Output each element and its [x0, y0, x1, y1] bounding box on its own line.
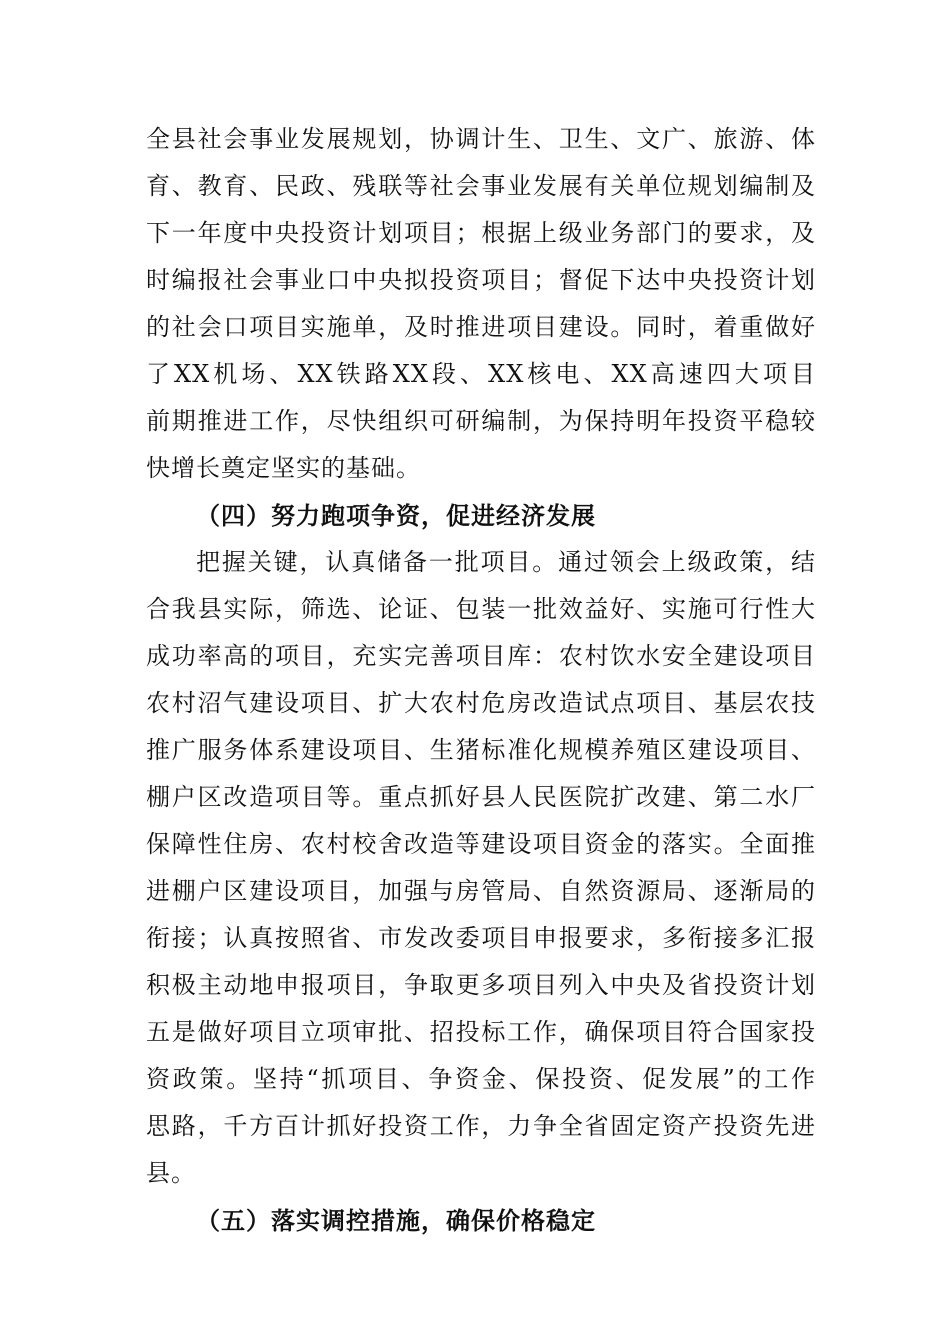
text-line: 育、教育、民政、残联等社会事业发展有关单位规划编制及	[146, 172, 816, 200]
section-heading-4: （四）努力跑项争资，促进经济发展	[196, 501, 596, 530]
text-line: 县。	[146, 1159, 196, 1187]
text-line: 快增长奠定坚实的基础。	[146, 454, 421, 482]
text-line: 全县社会事业发展规划，协调计生、卫生、文广、旅游、体	[146, 125, 816, 153]
text-line: 棚户区改造项目等。重点抓好县人民医院扩改建、第二水厂	[146, 783, 816, 811]
text-line: 积极主动地申报项目，争取更多项目列入中央及省投资计划	[146, 971, 816, 999]
text-line: 进棚户区建设项目，加强与房管局、自然资源局、逐渐局的	[146, 877, 816, 905]
paragraph-1	[146, 116, 816, 492]
text-line: 合我县实际，筛选、论证、包装一批效益好、实施可行性大	[146, 595, 816, 623]
text-line: 农村沼气建设项目、扩大农村危房改造试点项目、基层农技	[146, 689, 816, 717]
paragraph-2	[146, 539, 816, 1197]
text-line: 的社会口项目实施单，及时推进项目建设。同时，着重做好	[146, 313, 816, 341]
text-line: 保障性住房、农村校舍改造等建设项目资金的落实。全面推	[146, 830, 816, 858]
text-line: 推广服务体系建设项目、生猪标准化规模养殖区建设项目、	[146, 736, 816, 764]
text-line: 成功率高的项目，充实完善项目库：农村饮水安全建设项目	[146, 642, 816, 670]
text-line: 资政策。坚持“抓项目、争资金、保投资、促发展”的工作	[146, 1065, 816, 1093]
text-line: 衔接；认真按照省、市发改委项目申报要求，多衔接多汇报	[146, 924, 816, 952]
text-line: 五是做好项目立项审批、招投标工作，确保项目符合国家投	[146, 1018, 816, 1046]
document-body	[146, 116, 816, 1244]
text-line: 下一年度中央投资计划项目；根据上级业务部门的要求，及	[146, 219, 816, 247]
text-line: 前期推进工作，尽快组织可研编制，为保持明年投资平稳较	[146, 407, 816, 435]
text-line: 把握关键，认真储备一批项目。通过领会上级政策，结	[196, 548, 816, 576]
text-line: 了XX机场、XX铁路XX段、XX核电、XX高速四大项目	[146, 360, 816, 388]
text-line: 时编报社会事业口中央拟投资项目；督促下达中央投资计划	[146, 266, 816, 294]
text-line: 思路，千方百计抓好投资工作，力争全省固定资产投资先进	[146, 1112, 816, 1140]
section-heading-5: （五）落实调控措施，确保价格稳定	[196, 1206, 596, 1235]
